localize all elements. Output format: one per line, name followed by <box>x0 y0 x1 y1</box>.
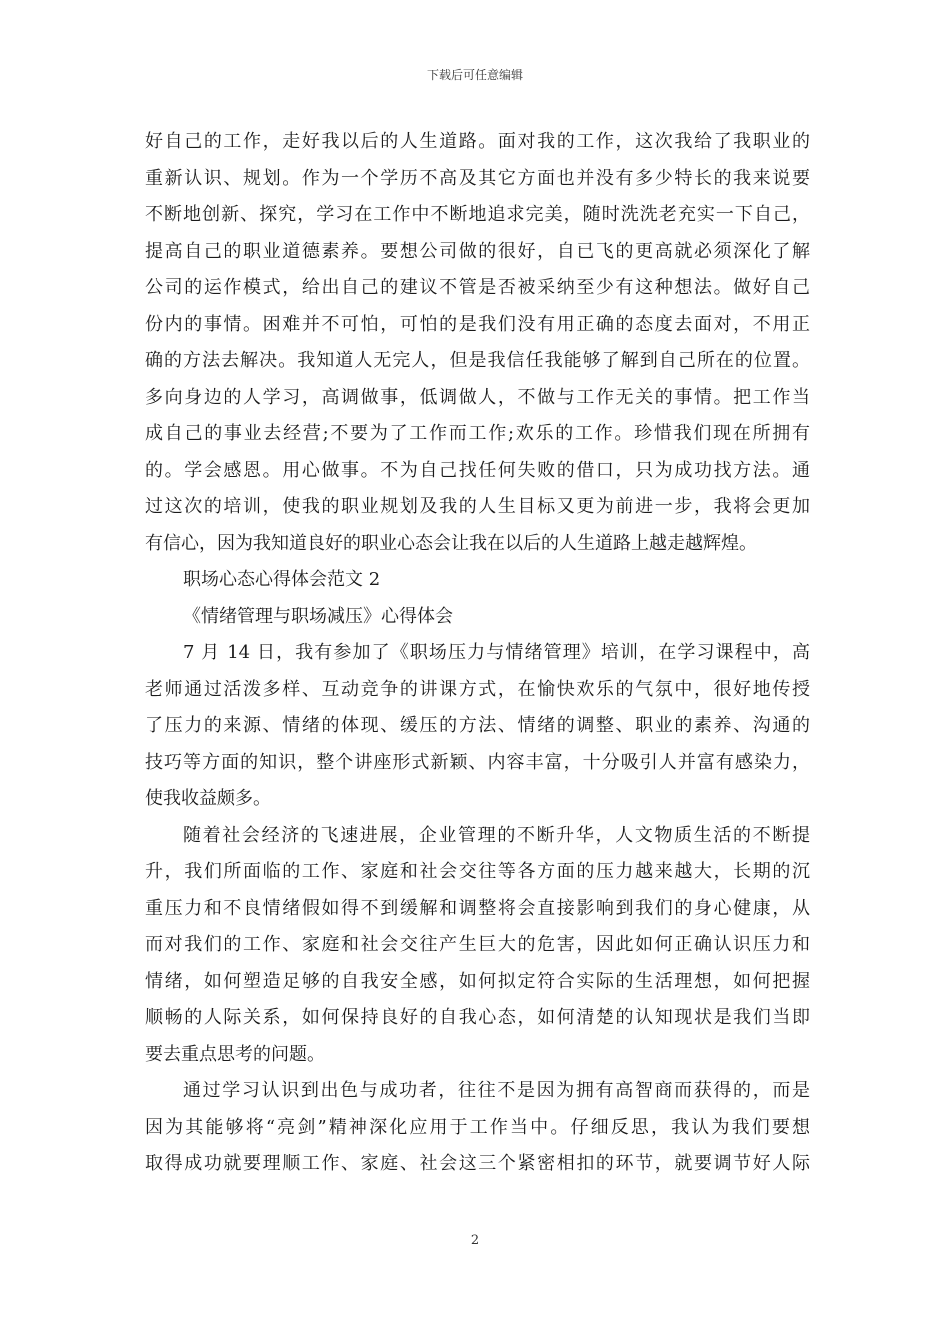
text-line: 重压力和不良情绪假如得不到缓解和调整将会直接影响到我们的身心健康，从 <box>145 897 810 919</box>
text-line: 要去重点思考的问题。 <box>145 1043 325 1065</box>
text-line: 取得成功就要理顺工作、家庭、社会这三个紧密相扣的环节，就要调节好人际 <box>145 1153 810 1174</box>
text-line: 老师通过活泼多样、互动竞争的讲课方式，在愉快欢乐的气氛中，很好地传授 <box>145 678 810 700</box>
text-line: 《情绪管理与职场减压》心得体会 <box>183 605 453 627</box>
text-line: 成自己的事业去经营;不要为了工作而工作;欢乐的工作。珍惜我们现在所拥有 <box>145 423 810 444</box>
text-line: 了压力的来源、情绪的体现、缓压的方法、情绪的调整、职业的素养、沟通的 <box>145 715 810 736</box>
text-line: 职场心态心得体会范文 2 <box>183 569 381 590</box>
text-line: 公司的运作模式，给出自己的建议不管是否被采纳至少有这种想法。做好自己 <box>145 277 810 298</box>
page-number: 2 <box>470 1233 480 1248</box>
text-line: 而对我们的工作、家庭和社会交往产生巨大的危害，因此如何正确认识压力和 <box>145 934 810 955</box>
text-line: 确的方法去解决。我知道人无完人，但是我信任我能够了解到自己所在的位置。 <box>145 350 810 371</box>
document-body <box>145 124 810 1183</box>
text-line: 7 月 14 日，我有参加了《职场压力与情绪管理》培训，在学习课程中，高 <box>183 642 810 663</box>
text-line: 好自己的工作，走好我以后的人生道路。面对我的工作，这次我给了我职业的 <box>145 131 810 152</box>
text-line: 使我收益颇多。 <box>145 788 271 809</box>
text-line: 过这次的培训，使我的职业规划及我的人生目标又更为前进一步，我将会更加 <box>145 496 810 517</box>
text-line: 随着社会经济的飞速进展，企业管理的不断升华，人文物质生活的不断提 <box>183 824 810 846</box>
text-line: 份内的事情。困难并不可怕，可怕的是我们没有用正确的态度去面对，不用正 <box>145 313 810 335</box>
text-line: 情绪，如何塑造足够的自我安全感，如何拟定符合实际的生活理想，如何把握 <box>145 970 810 992</box>
text-line: 技巧等方面的知识，整个讲座形式新颖、内容丰富，十分吸引人并富有感染力， <box>145 751 810 773</box>
text-line: 通过学习认识到出色与成功者，往往不是因为拥有高智商而获得的，而是 <box>183 1080 810 1101</box>
text-line: 重新认识、规划。作为一个学历不高及其它方面也并没有多少特长的我来说要 <box>145 167 810 189</box>
text-line: 提高自己的职业道德素养。要想公司做的很好，自已飞的更高就必须深化了解 <box>145 240 810 262</box>
text-line: 不断地创新、探究，学习在工作中不断地追求完美，随时洗洗老充实一下自己， <box>145 204 810 225</box>
text-line: 顺畅的人际关系，如何保持良好的自我心态，如何清楚的认知现状是我们当即 <box>145 1007 810 1028</box>
text-line: 因为其能够将“亮剑”精神深化应用于工作当中。仔细反思，我认为我们要想 <box>145 1116 810 1138</box>
text-line: 升，我们所面临的工作、家庭和社会交往等各方面的压力越来越大，长期的沉 <box>145 861 810 882</box>
text-line: 的。学会感恩。用心做事。不为自己找任何失败的借口，只为成功找方法。通 <box>145 459 810 481</box>
page-header: 下载后可任意编辑 <box>426 68 523 82</box>
text-line: 多向身边的人学习，高调做事，低调做人，不做与工作无关的事情。把工作当 <box>145 386 810 408</box>
text-line: 有信心，因为我知道良好的职业心态会让我在以后的人生道路上越走越辉煌。 <box>145 532 757 554</box>
